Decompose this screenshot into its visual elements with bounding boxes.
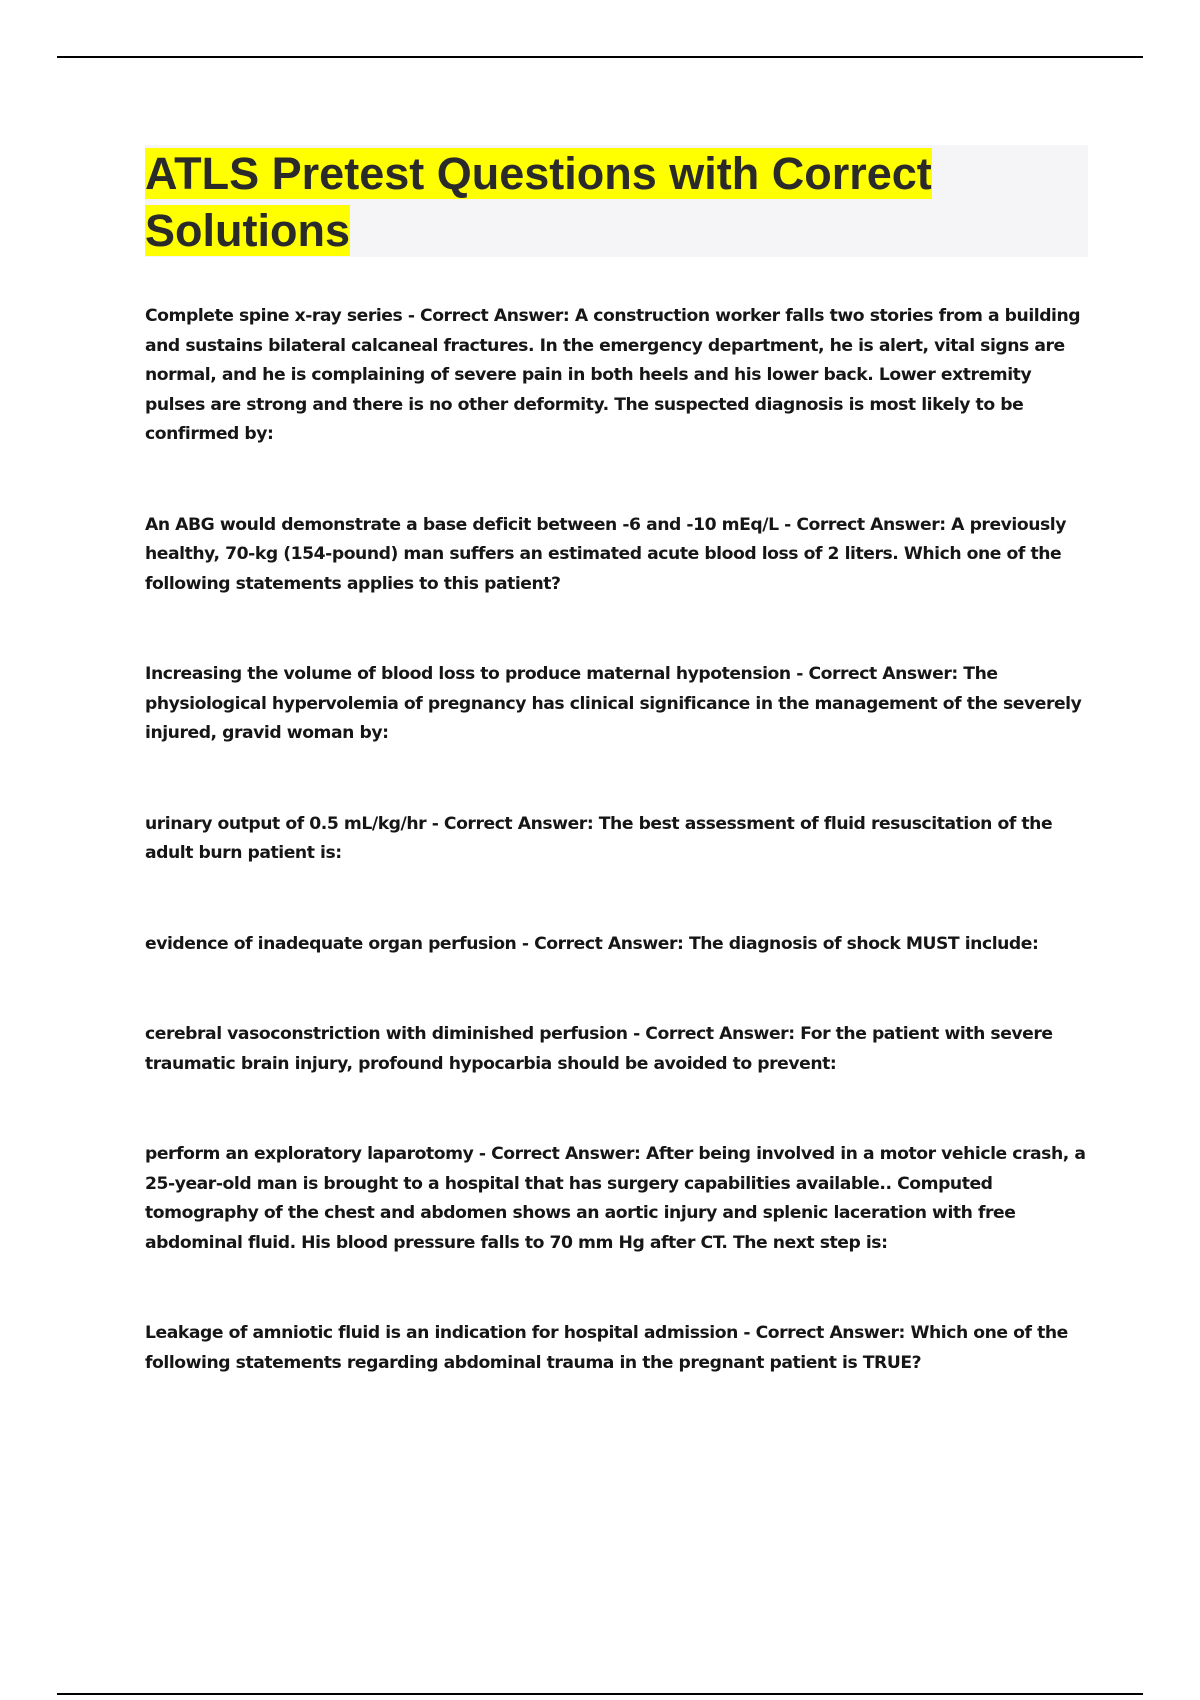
- qa-list: [145, 302, 1090, 1439]
- page-footer-rule: [57, 1693, 1143, 1695]
- qa-item: An ABG would demonstrate a base deficit between -6 and -10 mEq/L - Correct Answer: A previously healthy, 70-kg (154-pound) man suffers an estimated acute blood loss of 2 liters. Which one of the following statements applies to this patient?: [145, 514, 1066, 594]
- qa-item: urinary output of 0.5 mL/kg/hr - Correct Answer: The best assessment of fluid resuscitation of the adult burn patient is:: [145, 813, 1053, 863]
- qa-item: cerebral vasoconstriction with diminished perfusion - Correct Answer: For the patient with severe traumatic brain injury, profound hypocarbia should be avoided to prevent:: [145, 1024, 1053, 1074]
- page-header-rule: [57, 56, 1143, 58]
- qa-item: perform an exploratory laparotomy - Correct Answer: After being involved in a motor vehicle crash, a 25-year-old man is brought to a hospital that has surgery capabilities available.. Computed tomography of the chest and abdomen shows an aortic injury and splenic laceration with free abdominal fluid. His blood pressure falls to 70 mm Hg after CT. The next step is:: [145, 1144, 1086, 1253]
- qa-item: evidence of inadequate organ perfusion - Correct Answer: The diagnosis of shock MUST include:: [145, 933, 1039, 954]
- title-block: [145, 145, 1088, 257]
- qa-item: Leakage of amniotic fluid is an indication for hospital admission - Correct Answer: Which one of the following statements regarding abdominal trauma in the pregnant patient is TRUE?: [145, 1323, 1068, 1373]
- qa-item: Complete spine x-ray series - Correct Answer: A construction worker falls two stories from a building and sustains bilateral calcaneal fractures. In the emergency department, he is alert, vital signs are normal, and he is complaining of severe pain in both heels and his lower back. Lower extremity pulses are strong and there is no other deformity. The suspected diagnosis is most likely to be confirmed by:: [145, 306, 1081, 444]
- document-title: [145, 145, 1025, 259]
- document-title-text: ATLS Pretest Questions with Correct Solutions: [145, 148, 932, 256]
- qa-item: Increasing the volume of blood loss to produce maternal hypotension - Correct Answer: The physiological hypervolemia of pregnancy has clinical significance in the management of the severely injured, gravid woman by:: [145, 664, 1082, 743]
